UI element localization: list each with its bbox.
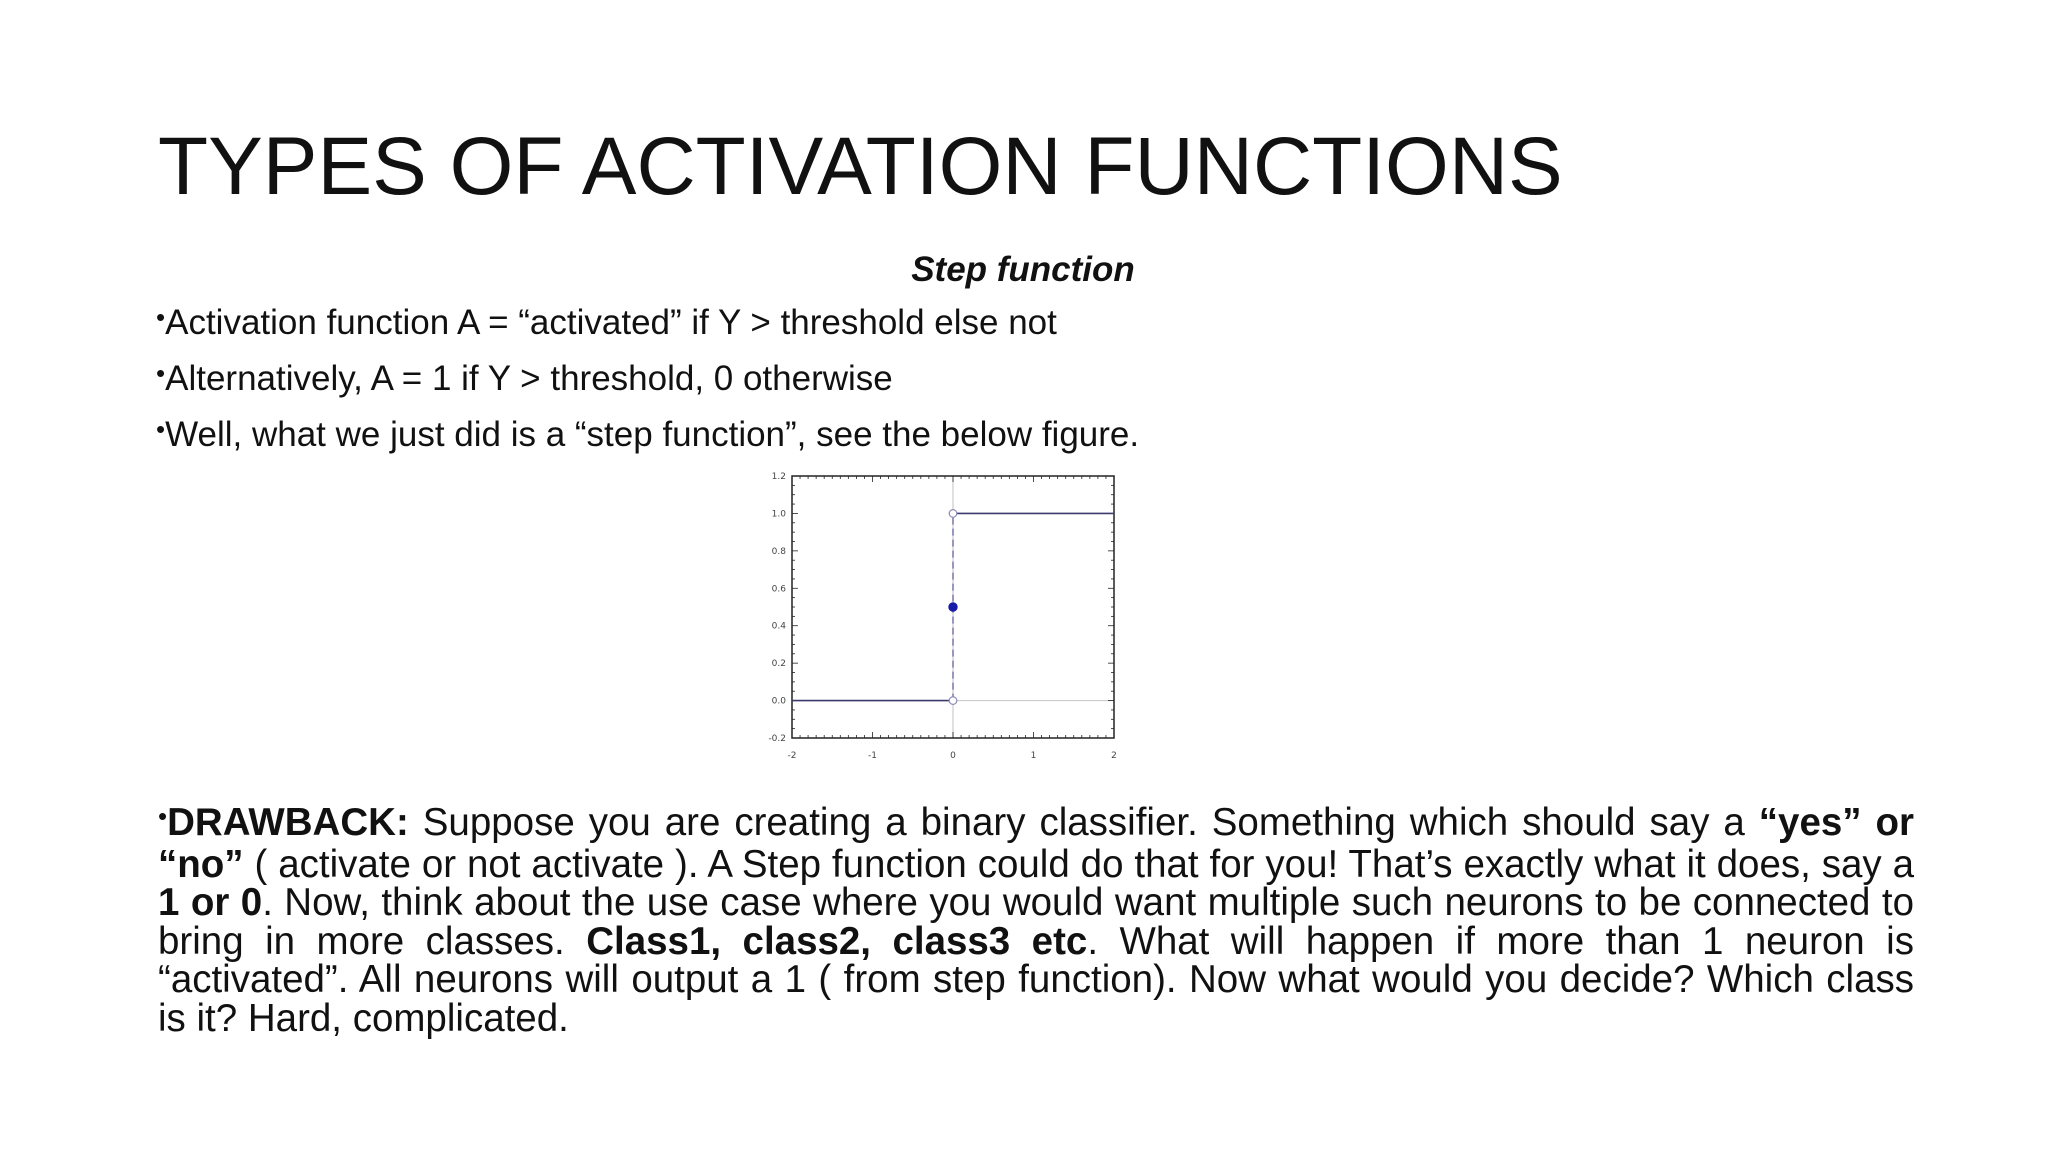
bullet-marker: •: [158, 801, 168, 831]
x-tick-label: -1: [868, 751, 877, 761]
open-point-marker: [949, 697, 957, 705]
y-tick-label: 0.8: [771, 546, 786, 557]
drawback-bold-1-or-0: 1 or 0: [158, 881, 263, 924]
y-tick-label: 1.2: [771, 472, 786, 482]
drawback-text: ( activate or not activate ). A Step function could do that for you! That’s exactly what it does, say a: [243, 842, 1914, 886]
bullet-list: [156, 302, 1916, 470]
y-tick-label: -0.2: [768, 734, 786, 744]
bullet-text: Activation function A = “activated” if Y > threshold else not: [165, 303, 1057, 342]
x-tick-label: 2: [1111, 751, 1117, 761]
x-tick-label: -2: [787, 751, 797, 761]
y-tick-label: 0.0: [771, 696, 786, 707]
bullet-marker: •: [156, 414, 166, 444]
drawback-text: . What will happen if more than 1 neuron is “activated”. All neurons will output a 1 ( from step function). Now what would you decide? Which class is it? Hard, complicated.: [158, 919, 1914, 1040]
y-tick-label: 0.6: [771, 584, 786, 595]
filled-point-marker: [949, 603, 957, 611]
bullet-text: Well, what we just did is a “step function”, see the below figure.: [165, 415, 1140, 454]
drawback-paragraph: [158, 801, 1915, 1040]
drawback-label: DRAWBACK:: [167, 801, 409, 844]
drawback-bold-yes-no: “yes” or “no”: [158, 801, 1914, 886]
drawback-bold-classes: Class1, class2, class3 etc: [586, 919, 1088, 963]
drawback-text: Suppose you are creating a binary classifier. Something which should say a: [408, 801, 1759, 844]
y-tick-label: 0.2: [771, 659, 786, 670]
bullet-item: [156, 302, 1916, 344]
bullet-marker: •: [156, 302, 166, 332]
x-tick-label: 0: [950, 751, 956, 761]
y-tick-label: 1.0: [771, 509, 786, 520]
y-tick-label: 0.4: [771, 621, 786, 632]
x-tick-label: 1: [1030, 751, 1037, 761]
open-point-marker: [949, 510, 957, 518]
slide-title: TYPES OF ACTIVATION FUNCTIONS: [158, 121, 1563, 212]
bullet-item: [156, 414, 1916, 456]
drawback-text: . Now, think about the use case where you would want multiple such neurons to be connected to bring in more classes.: [158, 881, 1915, 963]
section-subtitle-text: Step function: [911, 250, 1135, 289]
bullet-item: [156, 358, 1916, 400]
step-function-figure: [760, 466, 1120, 766]
section-subtitle: [0, 250, 2048, 290]
step-function-chart: [760, 466, 1120, 766]
bullet-marker: •: [156, 358, 166, 388]
bullet-text: Alternatively, A = 1 if Y > threshold, 0 otherwise: [165, 359, 893, 398]
